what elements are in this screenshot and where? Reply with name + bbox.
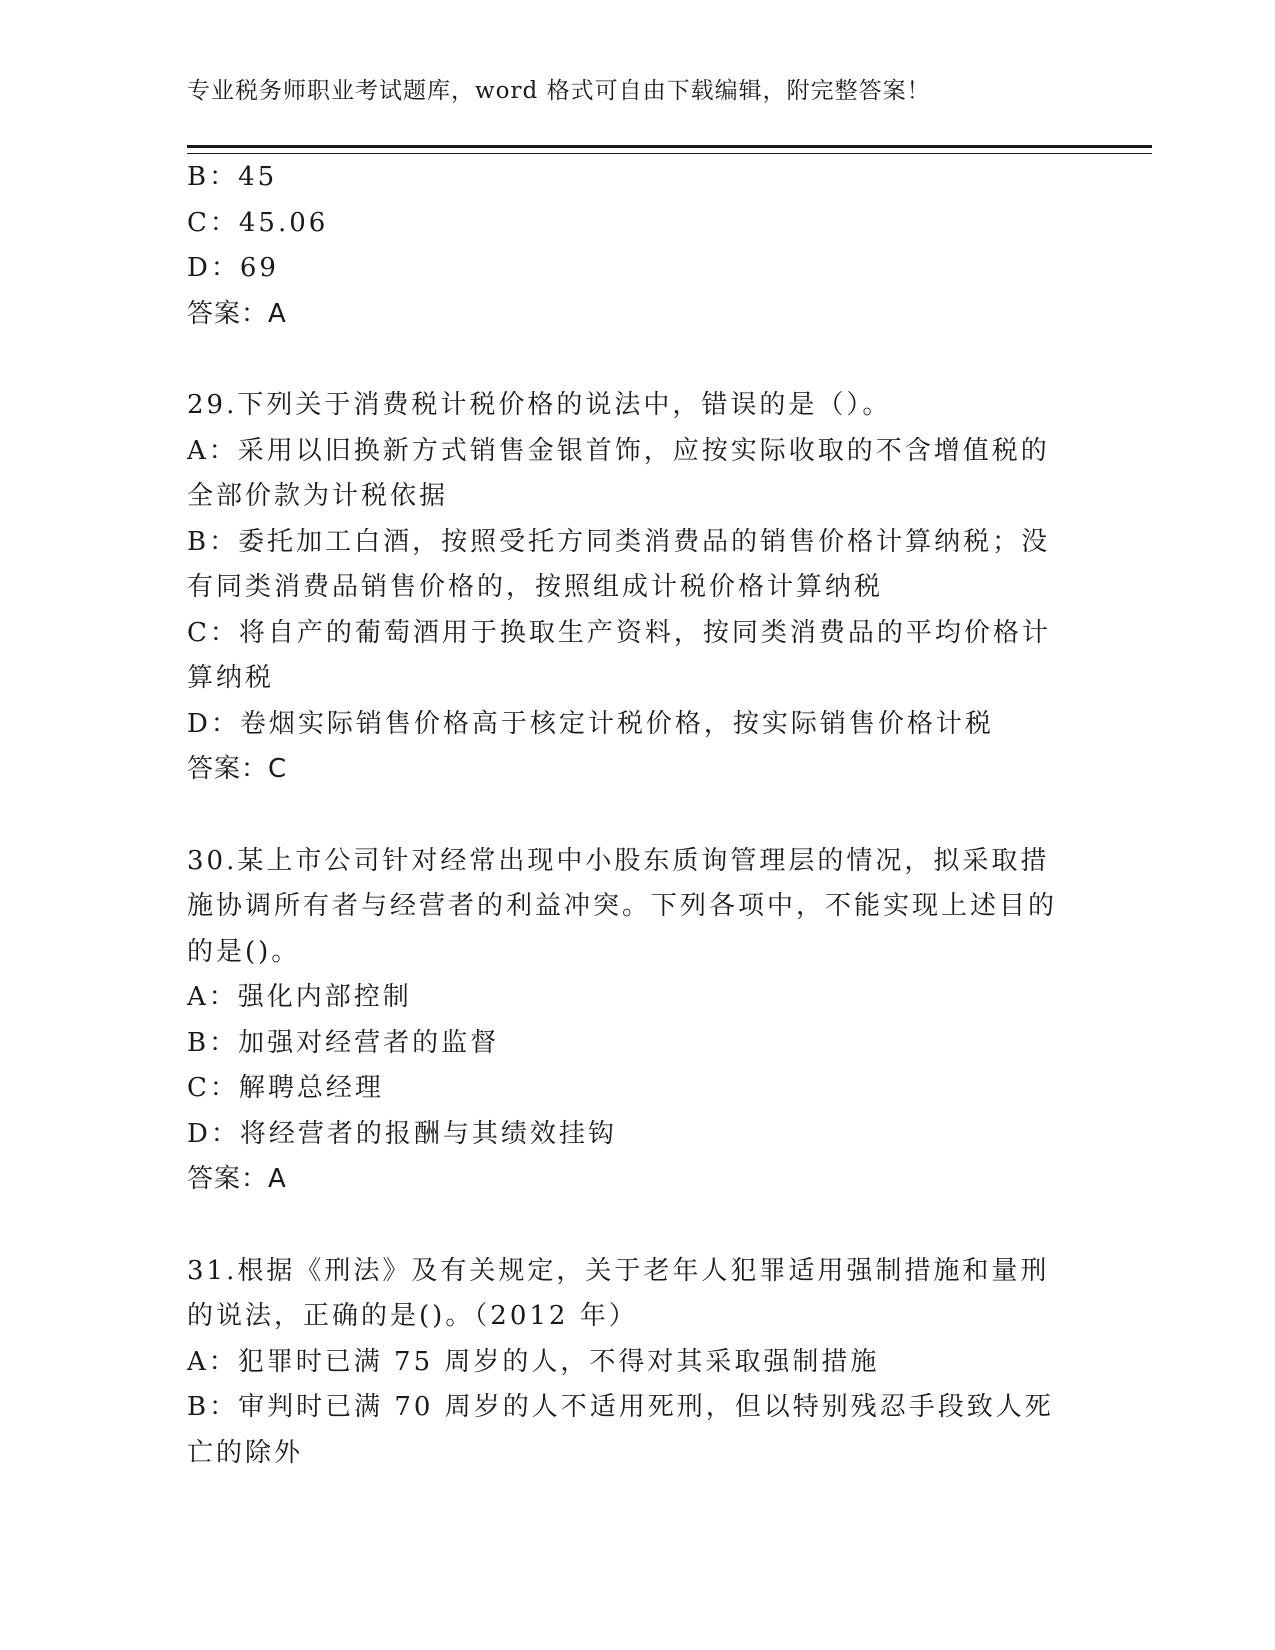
option-b: B：加强对经营者的监督 xyxy=(187,1027,500,1058)
question-content xyxy=(187,155,1077,1476)
option-a: A：采用以旧换新方式销售金银首饰，应按实际收取的不含增值税的全部价款为计税依据 xyxy=(187,435,1050,511)
header-divider xyxy=(187,145,1152,154)
option-b: B：审判时已满 70 周岁的人不适用死刑，但以特别残忍手段致人死亡的除外 xyxy=(187,1392,1054,1468)
option-c: C：将自产的葡萄酒用于换取生产资料，按同类消费品的平均价格计算纳税 xyxy=(187,617,1051,693)
option-d: D：将经营者的报酬与其绩效挂钩 xyxy=(187,1118,617,1149)
answer-line: 答案：A xyxy=(187,1164,287,1194)
question-stem: 30.某上市公司针对经常出现中小股东质询管理层的情况，拟采取措施协调所有者与经营者的利益冲突。下列各项中，不能实现上述目的的是()。 xyxy=(187,845,1058,967)
question-29 xyxy=(187,383,1077,793)
option-b: B：委托加工白酒，按照受托方同类消费品的销售价格计算纳税；没有同类消费品销售价格的，按照组成计税价格计算纳税 xyxy=(187,526,1051,602)
option-a: A：强化内部控制 xyxy=(187,982,412,1012)
question-28-tail xyxy=(187,155,1077,337)
spacer xyxy=(187,337,1077,383)
option-c: C：45.06 xyxy=(187,207,329,238)
answer-line: 答案：C xyxy=(187,754,288,784)
question-31 xyxy=(187,1249,1077,1477)
question-30 xyxy=(187,839,1077,1203)
answer-line: 答案：A xyxy=(187,298,287,329)
option-d: D：卷烟实际销售价格高于核定计税价格，按实际销售价格计税 xyxy=(187,708,994,739)
option-a: A：犯罪时已满 75 周岁的人，不得对其采取强制措施 xyxy=(187,1346,880,1377)
spacer xyxy=(187,1203,1077,1249)
page-header: 专业税务师职业考试题库，word 格式可自由下载编辑，附完整答案！ xyxy=(187,78,931,104)
question-stem: 29.下列关于消费税计税价格的说法中，错误的是（）。 xyxy=(187,390,892,420)
option-c: C：解聘总经理 xyxy=(187,1073,384,1103)
option-d: D：69 xyxy=(187,253,279,283)
option-b: B：45 xyxy=(187,162,278,192)
question-stem: 31.根据《刑法》及有关规定，关于老年人犯罪适用强制措施和量刑的说法，正确的是()。（2012 年） xyxy=(187,1255,1050,1331)
spacer xyxy=(187,793,1077,839)
